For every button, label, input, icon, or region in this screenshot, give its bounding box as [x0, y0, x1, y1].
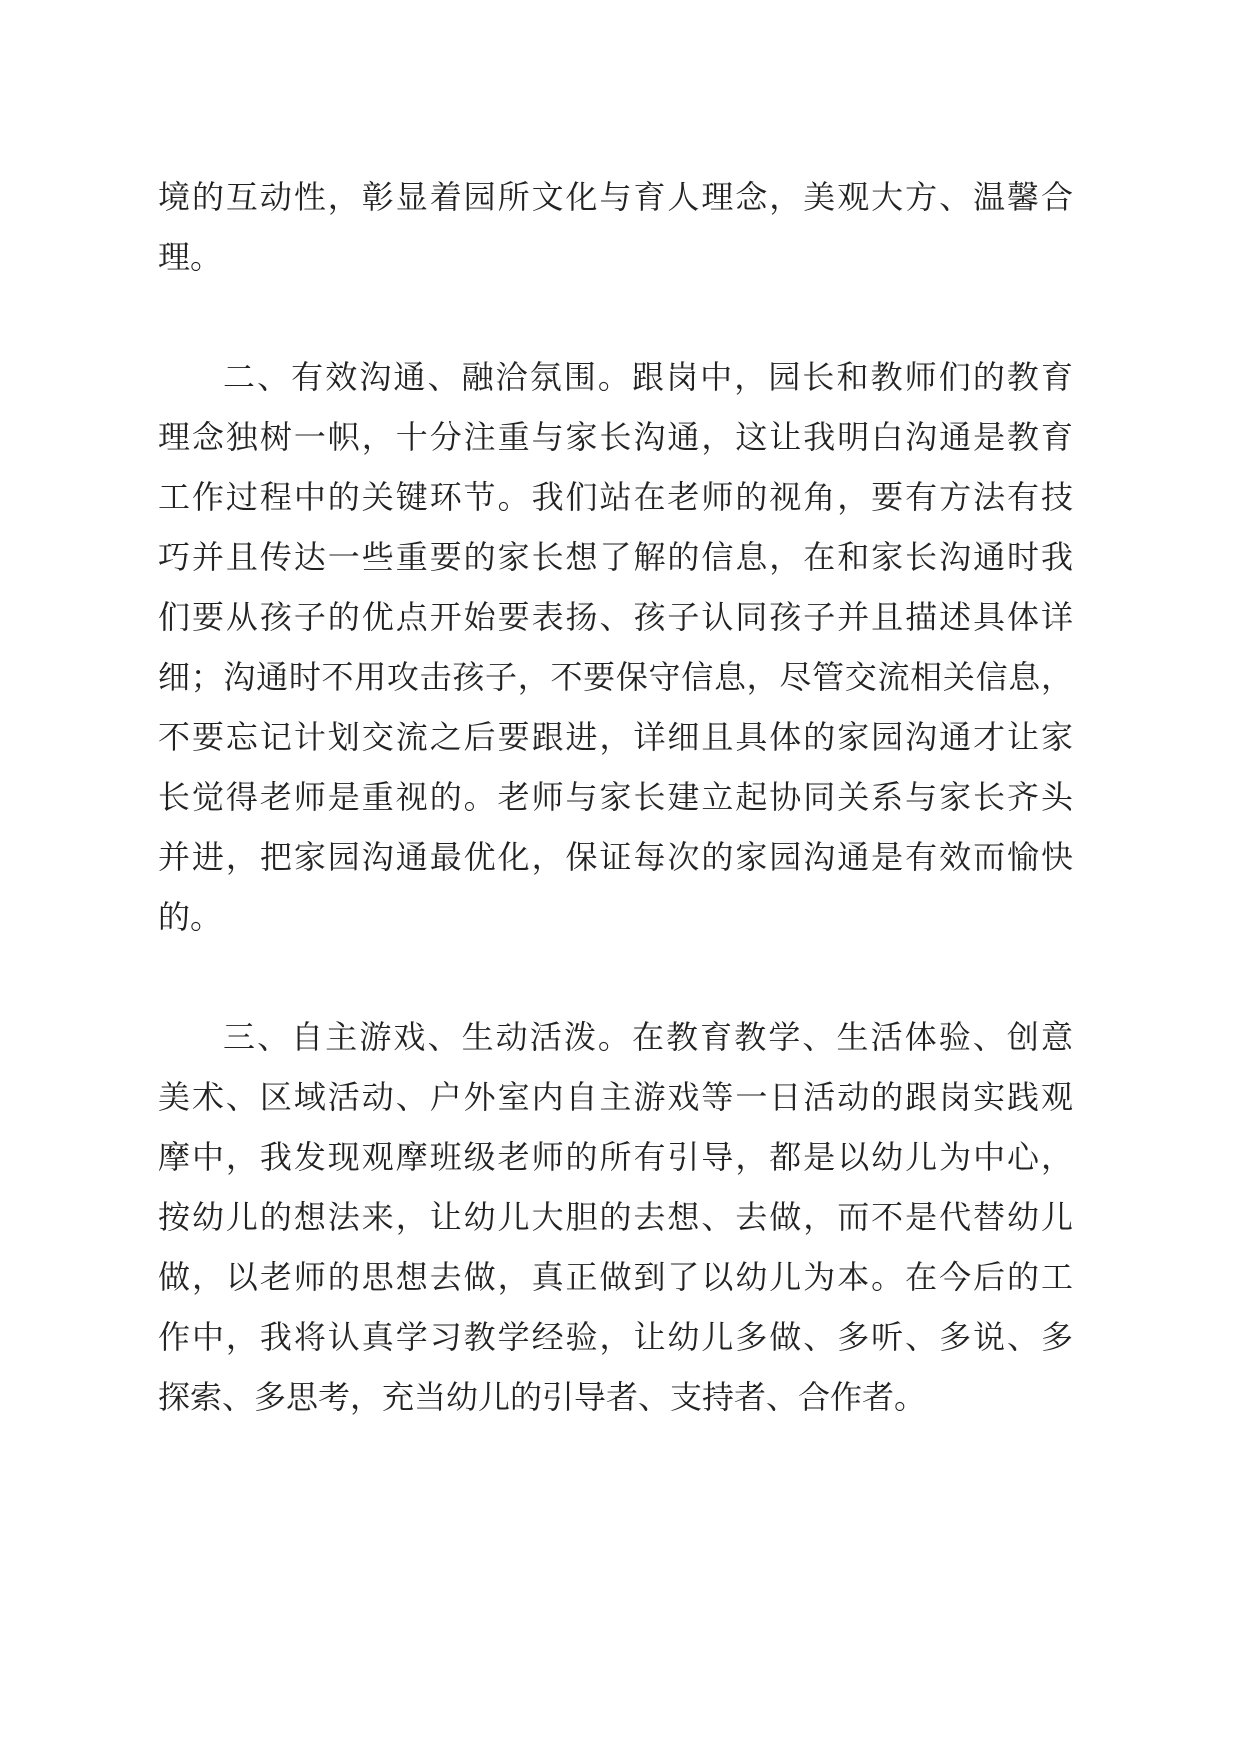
paragraph-2 [158, 347, 1073, 947]
paragraph-line: 按幼儿的想法来，让幼儿大胆的去想、去做，而不是代替幼儿 [158, 1198, 1073, 1236]
paragraph-line: 探索、多思考，充当幼儿的引导者、支持者、合作者。 [158, 1378, 927, 1416]
paragraph-line: 境的互动性，彰显着园所文化与育人理念，美观大方、温馨合 [158, 178, 1073, 216]
paragraph-3 [158, 1007, 1073, 1427]
paragraph-line: 细；沟通时不用攻击孩子，不要保守信息，尽管交流相关信息， [158, 658, 1073, 696]
paragraph-line: 的。 [158, 898, 223, 936]
paragraph-line: 摩中，我发现观摩班级老师的所有引导，都是以幼儿为中心， [158, 1138, 1073, 1176]
paragraph-line: 并进，把家园沟通最优化，保证每次的家园沟通是有效而愉快 [158, 838, 1073, 876]
paragraph-line: 巧并且传达一些重要的家长想了解的信息，在和家长沟通时我 [158, 538, 1073, 576]
paragraph-line: 美术、区域活动、户外室内自主游戏等一日活动的跟岗实践观 [158, 1078, 1073, 1116]
paragraph-line: 理。 [158, 238, 223, 276]
document-body [158, 167, 1073, 1427]
paragraph-line: 长觉得老师是重视的。老师与家长建立起协同关系与家长齐头 [158, 778, 1073, 816]
paragraph-line: 二、有效沟通、融洽氛围。跟岗中，园长和教师们的教育 [223, 358, 1073, 396]
paragraph-line: 不要忘记计划交流之后要跟进，详细且具体的家园沟通才让家 [158, 718, 1073, 756]
paragraph-gap [158, 947, 1073, 1007]
paragraph-line: 们要从孩子的优点开始要表扬、孩子认同孩子并且描述具体详 [158, 598, 1073, 636]
paragraph-line: 工作过程中的关键环节。我们站在老师的视角，要有方法有技 [158, 478, 1073, 516]
paragraph-line: 三、自主游戏、生动活泼。在教育教学、生活体验、创意 [223, 1018, 1073, 1056]
paragraph-1 [158, 167, 1073, 287]
paragraph-line: 作中，我将认真学习教学经验，让幼儿多做、多听、多说、多 [158, 1318, 1073, 1356]
paragraph-gap [158, 287, 1073, 347]
paragraph-line: 理念独树一帜，十分注重与家长沟通，这让我明白沟通是教育 [158, 418, 1073, 456]
paragraph-line: 做，以老师的思想去做，真正做到了以幼儿为本。在今后的工 [158, 1258, 1073, 1296]
